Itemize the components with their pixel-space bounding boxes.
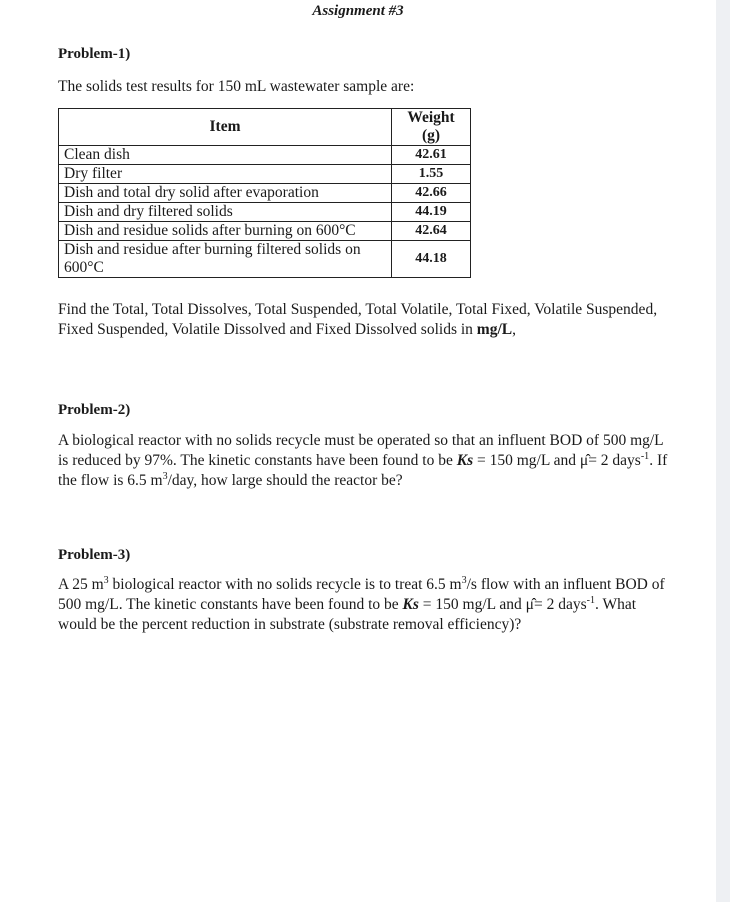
- p2-text-1: A biological reactor with no solids recycle must be operated so that an influent BOD of 500 mg/L is reduced by 97%. The kinetic constants have been found to be: [58, 432, 664, 469]
- row-weight: 44.19: [392, 203, 471, 222]
- ks-symbol: Ks: [402, 596, 419, 613]
- p2-text-2: = 150 mg/L and: [473, 452, 580, 469]
- question-unit: mg/L: [476, 321, 513, 338]
- row-item: Dish and total dry solid after evaporation: [59, 184, 392, 203]
- problem-2-text: [58, 431, 673, 491]
- problem-3-text: [58, 575, 673, 635]
- row-weight: 44.18: [392, 241, 471, 278]
- problem-1-question: [58, 300, 673, 340]
- mu-symbol: μ̂: [525, 596, 534, 613]
- p2-text-5: /day, how large should the reactor be?: [167, 472, 403, 489]
- page-title: Assignment #3: [312, 3, 404, 19]
- p3-text-1: A 25 m: [58, 576, 104, 593]
- p3-text-5: = 2 days: [533, 596, 587, 613]
- problem-3-heading: Problem-3): [58, 547, 131, 563]
- row-item: Clean dish: [59, 146, 392, 165]
- mu-symbol: μ̂: [579, 452, 589, 469]
- table-row: [59, 146, 471, 165]
- row-weight: 1.55: [392, 165, 471, 184]
- table-header-row: [59, 109, 471, 146]
- row-item: Dry filter: [59, 165, 392, 184]
- problem-1-heading: Problem-1): [58, 46, 131, 62]
- question-end: ,: [512, 321, 516, 338]
- row-weight: 42.64: [392, 222, 471, 241]
- weight-label: Weight: [407, 109, 455, 126]
- p3-text-6: . What would be the percent reduction in substrate (substrate removal efficiency)?: [58, 596, 637, 633]
- table-row: [59, 165, 471, 184]
- table-row: [59, 203, 471, 222]
- table-row: [59, 184, 471, 203]
- solids-results-table: [58, 108, 471, 278]
- column-header-weight: [392, 109, 471, 146]
- table-row: [59, 241, 471, 278]
- row-item: Dish and residue after burning filtered solids on 600°C: [59, 241, 392, 278]
- problem-1-intro: The solids test results for 150 mL wastewater sample are:: [58, 78, 415, 95]
- exponent: -1: [586, 594, 595, 606]
- weight-unit: (g): [421, 127, 441, 144]
- column-header-item: Item: [59, 109, 392, 146]
- table-row: [59, 222, 471, 241]
- p3-text-4: = 150 mg/L and: [418, 596, 526, 613]
- row-item: Dish and residue solids after burning on 600°C: [59, 222, 392, 241]
- p2-text-3: = 2 days: [588, 452, 641, 469]
- problem-2-heading: Problem-2): [58, 402, 131, 418]
- p3-text-3: /s flow with an influent BOD of 500 mg/L. The kinetic constants have been found to be: [58, 576, 665, 613]
- cube-superscript: 3: [461, 574, 467, 586]
- row-weight: 42.66: [392, 184, 471, 203]
- p2-text-4: . If the flow is 6.5 m: [58, 452, 668, 489]
- cube-superscript: 3: [103, 574, 109, 586]
- exponent: -1: [640, 450, 650, 462]
- row-item: Dish and dry filtered solids: [59, 203, 392, 222]
- cube-superscript: 3: [162, 470, 168, 482]
- ks-symbol: Ks: [456, 452, 474, 469]
- row-weight: 42.61: [392, 146, 471, 165]
- p3-text-2: biological reactor with no solids recycle is to treat 6.5 m: [108, 576, 462, 593]
- question-text: Find the Total, Total Dissolves, Total Suspended, Total Volatile, Total Fixed, Volatile Suspended, Fixed Suspended, Volatile Dissolved and Fixed Dissolved solids in: [58, 301, 658, 338]
